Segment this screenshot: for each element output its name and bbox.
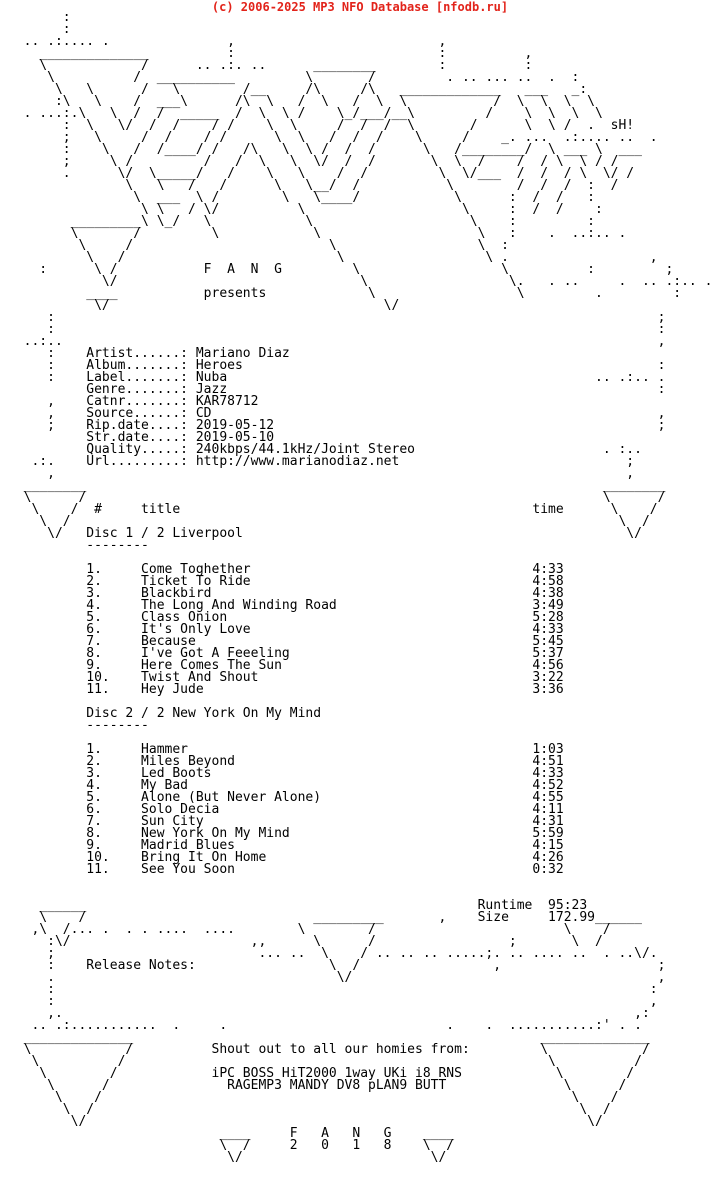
nfodb-copyright-header: (c) 2006-2025 MP3 NFO Database [nfodb.ru] [211, 0, 509, 14]
nfo-ascii-document: : : .. .:.... . , , ______________ : : , \ / .. .:. .. ________ : : \ / __________ \ / . .. ... .. . : \ \ / \ /__ /\ /\ _____________ ___ _: :\ \ / ___\ /\ \ / \ / \ \ / \ \ \ \ . ...:.\ \ / / _____ / \ \ / \_/___/__\ / \ \ \ \ : \ \/ / / / / \ \ / / / \ / \ \ / . sH! ; \ / / / / \ \ / / / \ / _. ... .:.... .. . : \ / /____/ / /\ \ \ / / / \ /________/ \ ___ \ ___ ; \ / / / \ \ \/ / / \ \ / / / \ \ / / . \/ \_____/ / \ \ / / \ \/___ / / / \ \/ / \ \ / / \ \__/ / \ / / / : / \ ___ \ / \ \____/ \ : / / : \ \ / \/ \ \ : / / : _________\ \_/ \ \ \ : : \ / \ \ \ : . ..:.. . \ / \ \ : \ / \ \ . , : \ / F A N G \ \ : ; \/ \ \. . .. . .. .:.. . ____ presents \ \ . : \/ \/ : ; : : ..:.. , : Artist......: Mariano Diaz : Album.......: Heroes : : Label.......: Nuba .. .:.. . Genre.......: Jazz : , Catnr.......: KAR78712 , Source......: CD , ; Rip.date....: 2019-05-12 ; Str.date....: 2019-05-10 Quality.....: 240kbps/44.1kHz/Joint Stereo . :.. .:. Url.........: http://www.marianodiaz.net ; , , ________ ________ \ / \ / \ / # title time \ / \ / \ / \/ Disc 1 / 2 Liverpool \/ -------- 1. Come Toghether 4:33 2. Ticket To Ride 4:58 3. Blackbird 4:38 4. The Long And Winding Road 3:49 5. Class Onion 5:28 6. It's Only Love 4:33 7. Because 5:45 8. I've Got A Feeeling 5:37 9. Here Comes The Sun 4:56 10. Twist And Shout 3:22 11. Hey Jude 3:36 Disc 2 / 2 New York On My Mind -------- 1. Hammer 1:03 2. Miles Beyond 4:51 3. Led Boots 4:33 4. My Bad 4:52 5. Alone (But Never Alone) 4:55 6. Solo Decia 4:11 7. Sun City 4:31 8. New York On My Mind 5:59 9. Madrid Blues 4:15 10. Bring It On Home 4:26 11. See You Soon 0:32 ______ Runtime 95:23 \ / _________ , Size 172.99______ ,\ /... . . . .... .... \ / \ / :\/ ,, \ / ; \ / ; ... .. \ / .. .. .. .....;. .. .... .. . ..\/. : Release Notes: \ / , ; . \/ , : : : , ,. ,: .. .:........... . . . . ...........:' . . ______________ ______________ \ / Shout out to all our homies from: \ / \ / \ / \ / iPC BOSS HiT2000 1way UKi i8 RNS \ / \ / RAGEMP3 MANDY DV8 pLAN9 BUTT \ / \ / \ / \ / \ / \/ \/ ____ F A N G ____ \ / 2 0 1 8 \ / \/ \/ [23, 10, 713, 1165]
